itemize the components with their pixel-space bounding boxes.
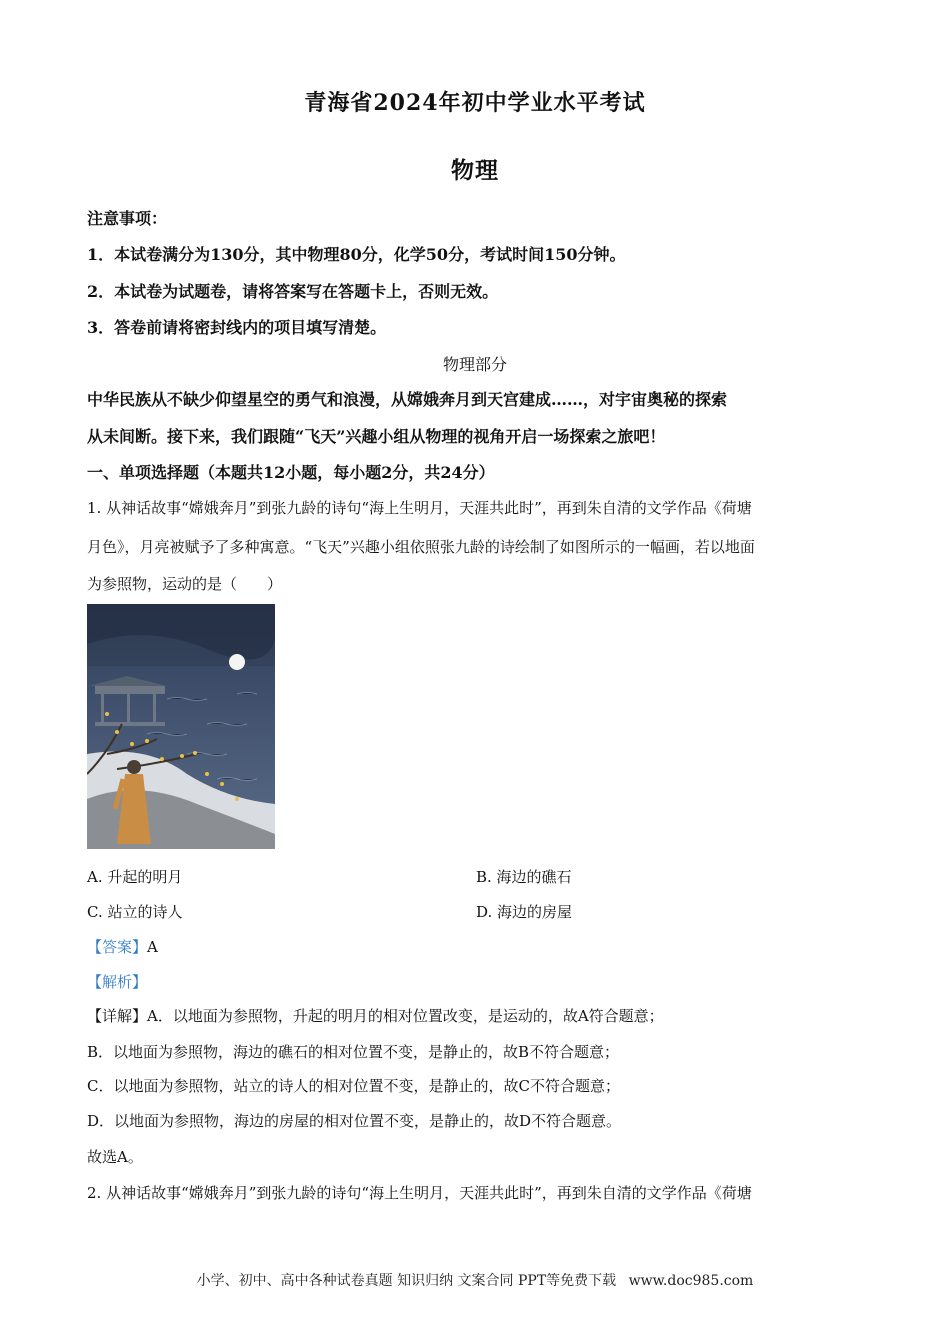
q1-conclusion: 故选A。 bbox=[87, 1148, 143, 1166]
analysis-tag: 【解析】 bbox=[87, 973, 148, 991]
q1-answer bbox=[87, 936, 867, 957]
moon-sea-painting bbox=[87, 604, 275, 849]
part-heading: 一、单项选择题（本题共12小题，每小题2分，共24分） bbox=[87, 463, 495, 482]
intro-line-2: 从未间断。接下来，我们跟随“飞天”兴趣小组从物理的视角开启一场探索之旅吧！ bbox=[87, 427, 666, 446]
page-footer bbox=[0, 1270, 950, 1290]
q1-option-d: D. 海边的房屋 bbox=[476, 903, 573, 921]
q1-option-a: A. 升起的明月 bbox=[87, 868, 183, 886]
footer-text: 小学、初中、高中各种试卷真题 知识归纳 文案合同 PPT等免费下载 bbox=[196, 1273, 617, 1289]
subject-title: 物理 bbox=[451, 157, 499, 184]
notice-item-2: 2．本试卷为试题卷，请将答案写在答题卡上，否则无效。 bbox=[87, 282, 499, 301]
detail-line-1 bbox=[87, 1005, 867, 1026]
q2-stem-line-1: 2. 从神话故事“嫦娥奔月”到张九龄的诗句“海上生明月，天涯共此时”，再到朱自清的文学作品《荷塘 bbox=[87, 1184, 752, 1202]
detail-a: A．以地面为参照物，升起的明月的相对位置改变，是运动的，故A符合题意； bbox=[147, 1007, 664, 1025]
intro-line-1: 中华民族从不缺少仰望星空的勇气和浪漫，从嫦娥奔月到天宫建成……，对宇宙奥秘的探索 bbox=[87, 390, 728, 409]
answer-tag: 【答案】 bbox=[87, 938, 148, 956]
footer-url[interactable]: www.doc985.com bbox=[628, 1273, 754, 1289]
q1-option-b: B. 海边的礁石 bbox=[476, 868, 572, 886]
q1-stem-line-1: 1. 从神话故事“嫦娥奔月”到张九龄的诗句“海上生明月，天涯共此时”，再到朱自清的文学作品《荷塘 bbox=[87, 499, 752, 517]
detail-c: C．以地面为参照物，站立的诗人的相对位置不变，是静止的，故C不符合题意； bbox=[87, 1077, 620, 1095]
section-title: 物理部分 bbox=[442, 355, 507, 374]
detail-d: D．以地面为参照物，海边的房屋的相对位置不变，是静止的，故D不符合题意。 bbox=[87, 1112, 622, 1130]
q1-stem-line-3: 为参照物，运动的是（ ） bbox=[87, 575, 283, 593]
q1-stem-line-2: 月色》，月亮被赋予了多种寓意。“飞天”兴趣小组依照张九龄的诗绘制了如图所示的一幅画，若以地面 bbox=[87, 538, 755, 556]
detail-b: B．以地面为参照物，海边的礁石的相对位置不变，是静止的，故B不符合题意； bbox=[87, 1043, 620, 1061]
notice-heading: 注意事项： bbox=[87, 209, 168, 228]
detail-tag: 【详解】 bbox=[87, 1007, 148, 1025]
exam-title: 青海省2024年初中学业水平考试 bbox=[304, 90, 646, 116]
answer-value: A bbox=[147, 938, 158, 956]
notice-item-1: 1．本试卷满分为130分，其中物理80分，化学50分，考试时间150分钟。 bbox=[87, 245, 626, 264]
notice-item-3: 3．答卷前请将密封线内的项目填写清楚。 bbox=[87, 318, 387, 337]
q1-option-c: C. 站立的诗人 bbox=[87, 903, 183, 921]
